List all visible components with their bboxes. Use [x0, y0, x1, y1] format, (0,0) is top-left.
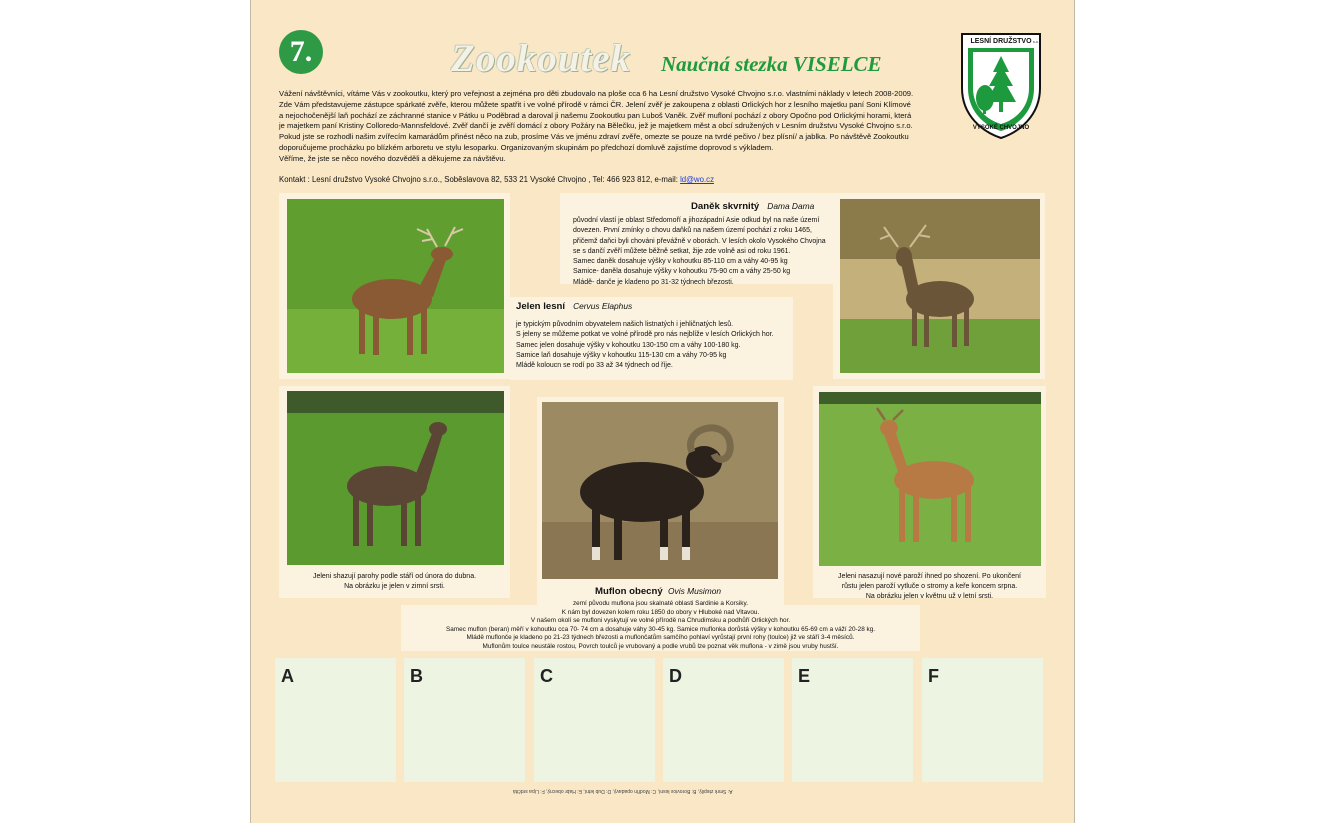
- text-line: přičemž daňci byli chováni převážně v oborách. V lesích okolo Vysokého Chvojna: [573, 237, 826, 245]
- letter-box-e: [792, 658, 913, 782]
- contact-text: Kontakt : Lesní družstvo Vysoké Chvojno s.r.o., Soběslavova 82, 533 21 Vysoké Chvojno , Tel: 466 923 812, e-mail:: [279, 175, 681, 184]
- text-line: Mládě koloucn se rodí po 33 až 34 týdnech od říje.: [516, 362, 673, 370]
- letter-box-d: [663, 658, 784, 782]
- summer-deer-caption: [813, 572, 1046, 601]
- text-line: Samec daněk dosahuje výšky v kohoutku 85-110 cm a váhy 40-95 kg: [573, 258, 788, 266]
- text-line: K nám byl dovezen kolem roku 1850 do obory v Hluboké nad Vltavou.: [561, 608, 760, 616]
- letter-label: E: [798, 666, 811, 686]
- letter-label: A: [281, 666, 294, 686]
- text-line: Samice laň dosahuje výšky v kohoutku 115-130 cm a váhy 70-95 kg: [516, 351, 727, 359]
- board-subtitle: Naučná stezka VISELCE: [661, 52, 882, 76]
- intro-line: Pokud jste se rozhodli našim zvířecím kamarádům přinést něco na zub, prosíme Vás ve jménu zdraví zvěře, omezte se pouze na tvrdé pečivo / bez plísní/ a jablka. Po návštěvě Zookoutku: [279, 132, 909, 142]
- text-line: původní vlastí je oblast Středomoří a jihozápadní Asie odkud byl na naše území: [573, 217, 820, 224]
- logo-small-text: s.o.: [1033, 40, 1039, 44]
- text-line: S jeleny se můžeme potkat ve volné přírodě pro nás nejblíže v lesích Orlických hor.: [516, 331, 774, 339]
- intro-line: Vážení návštěvníci, vítáme Vás v zookoutku, který pro veřejnost a zejména pro děti zbudovalo na ploše cca 6 ha Lesní družstvo Vysoké Chvojno s.r.o. vlastními náklady v letech 2008-2009.: [279, 89, 914, 98]
- answer-key-note: A: Smrk ztepilý, B: Borovice lesní, C: Modřín opadavý, D: Dub letní, E: Habr obecný, F: Lípa srdčitá: [513, 788, 733, 794]
- caption-line: Jeleni shazují parohy podle stáří od února do dubna.: [312, 573, 477, 580]
- letter-label: D: [669, 666, 682, 686]
- fallow-deer-heading: [691, 201, 814, 212]
- text-line: Samec muflon (beran) měří v kohoutku cca 70- 74 cm a dosahuje váhy 30-45 kg. Samice muflonka dorůstá výšky v kohoutku 65-69 cm a váží 20-28 kg.: [445, 625, 876, 633]
- text-line: Muflonům toulce neustále rostou, Povrch toulců je vrubovaný a podle vrubů lze poznat věk muflona - v zimě jsou vruby hustší.: [482, 642, 839, 650]
- red-deer-text: [516, 320, 791, 371]
- text-line: Mládě muflonče je kladeno po 21-23 týdnech březosti a muflončatům samčího pohlaví vyrůstají první rohy (toulce) již ve stáří 3-4 měsíců.: [466, 634, 855, 642]
- intro-text: [279, 89, 959, 165]
- text-line: Mládě- danče je kladeno po 31-32 týdnech březosti.: [573, 278, 734, 286]
- caption-line: Na obrázku jelen v květnu už v letní srsti.: [865, 592, 994, 600]
- letter-label: F: [928, 666, 939, 686]
- info-board: [250, 0, 1075, 823]
- cooperative-logo: [959, 28, 1043, 140]
- mouflon-photo: [542, 402, 778, 579]
- text-line: dovezen. První zmínky o chovu daňků na našem území pochází z roku 1465,: [573, 227, 812, 235]
- intro-line: a nejochočenější laň pochází ze záchranné stanice v Pátku u Poděbrad a daroval ji našemu Zookoutku pan Luboš Vaněk. Zvěř mufloní pochází z obory Opočno pod Orlickými horami, která: [279, 110, 912, 120]
- fallow-deer-text: [573, 216, 841, 288]
- red-deer-latin: Cervus Elaphus: [573, 301, 633, 311]
- caption-line: Na obrázku je jelen v zimní srsti.: [344, 582, 445, 590]
- intro-line: je majetkem paní Kristiny Colloredo-Mannsfeldové. Zvěř dančí je zvěří domácí z obory Požáry na Bělečku, jež je majetkem měst a obcí sdružených v Lesním družstvu Vysoké Chvojno s.r.o.: [279, 121, 913, 131]
- fallow-deer-latin: Dama Dama: [767, 201, 815, 211]
- red-deer-stag-photo: [287, 199, 504, 373]
- mouflon-latin: Ovis Musimon: [668, 586, 722, 596]
- contact-email-link[interactable]: ld@wo.cz: [680, 175, 714, 184]
- mouflon-name: Muflon obecný: [595, 586, 663, 597]
- caption-line: Jeleni nasazují nové paroží ihned po shození. Po ukončení: [838, 573, 1021, 580]
- letter-label: C: [540, 666, 553, 686]
- logo-top-text: LESNÍ DRUŽSTVO: [970, 38, 1032, 45]
- winter-deer-caption: [279, 572, 510, 592]
- summer-coat-deer-photo: [819, 392, 1041, 566]
- fallow-deer-name: Daněk skvrnitý: [691, 201, 760, 212]
- letter-box-f: [922, 658, 1043, 782]
- board-title: Zookoutek: [451, 37, 632, 80]
- text-line: je typickým původním obyvatelem našich listnatých i jehličnatých lesů.: [516, 321, 734, 328]
- winter-coat-deer-photo: [287, 391, 504, 565]
- text-line: Samice- daněla dosahuje výšky v kohoutku 75-90 cm a váhy 25-50 kg: [573, 268, 791, 276]
- intro-line: doporučujeme procházku po blízkém arboretu ve stylu lesoparku. Organizovaným skupinám po předchozí domluvě zajistíme doprovod s výkladem.: [279, 142, 774, 152]
- station-number-badge: 7.: [279, 30, 323, 74]
- text-line: V našem okolí se mufloni vyskytují ve volné přírodě na Chrudimsku a podhůří Orlických hor.: [530, 617, 791, 625]
- logo-bottom-text: VYSOKÉ CHVOJNO: [972, 125, 1030, 131]
- intro-line: Zde Vám představujeme zástupce spárkaté zvěře, kterou můžete spatřit i ve volné přírodě v rámci ČR. Jelení zvěř je zakoupena z oblasti Orlických hor z lesního majetku paní Soni Klímové: [279, 99, 911, 109]
- caption-line: růstu jelen paroží vytluče o stromy a keře koncem srpna.: [841, 582, 1018, 590]
- letter-box-b: [404, 658, 525, 782]
- red-deer-name: Jelen lesní: [516, 301, 566, 312]
- letter-label: B: [410, 666, 423, 686]
- fallow-deer-photo: [840, 199, 1040, 373]
- text-line: se s dančí zvěří můžete běžně setkat, žije zde volně asi od roku 1961.: [573, 247, 791, 255]
- contact-line: [279, 175, 714, 184]
- intro-line: Věříme, že jste se něco nového dozvěděli a děkujeme za návštěvu.: [279, 153, 506, 163]
- red-deer-heading: [516, 301, 632, 312]
- text-line: Samec jelen dosahuje výšky v kohoutku 130-150 cm a váhy 100-180 kg.: [516, 341, 741, 349]
- mouflon-heading: [595, 586, 721, 597]
- letter-box-c: [534, 658, 655, 782]
- letter-box-a: [275, 658, 396, 782]
- mouflon-text: [401, 600, 920, 652]
- text-line: zemí původu muflona jsou skalnaté oblasti Sardinie a Korsiky.: [572, 600, 748, 607]
